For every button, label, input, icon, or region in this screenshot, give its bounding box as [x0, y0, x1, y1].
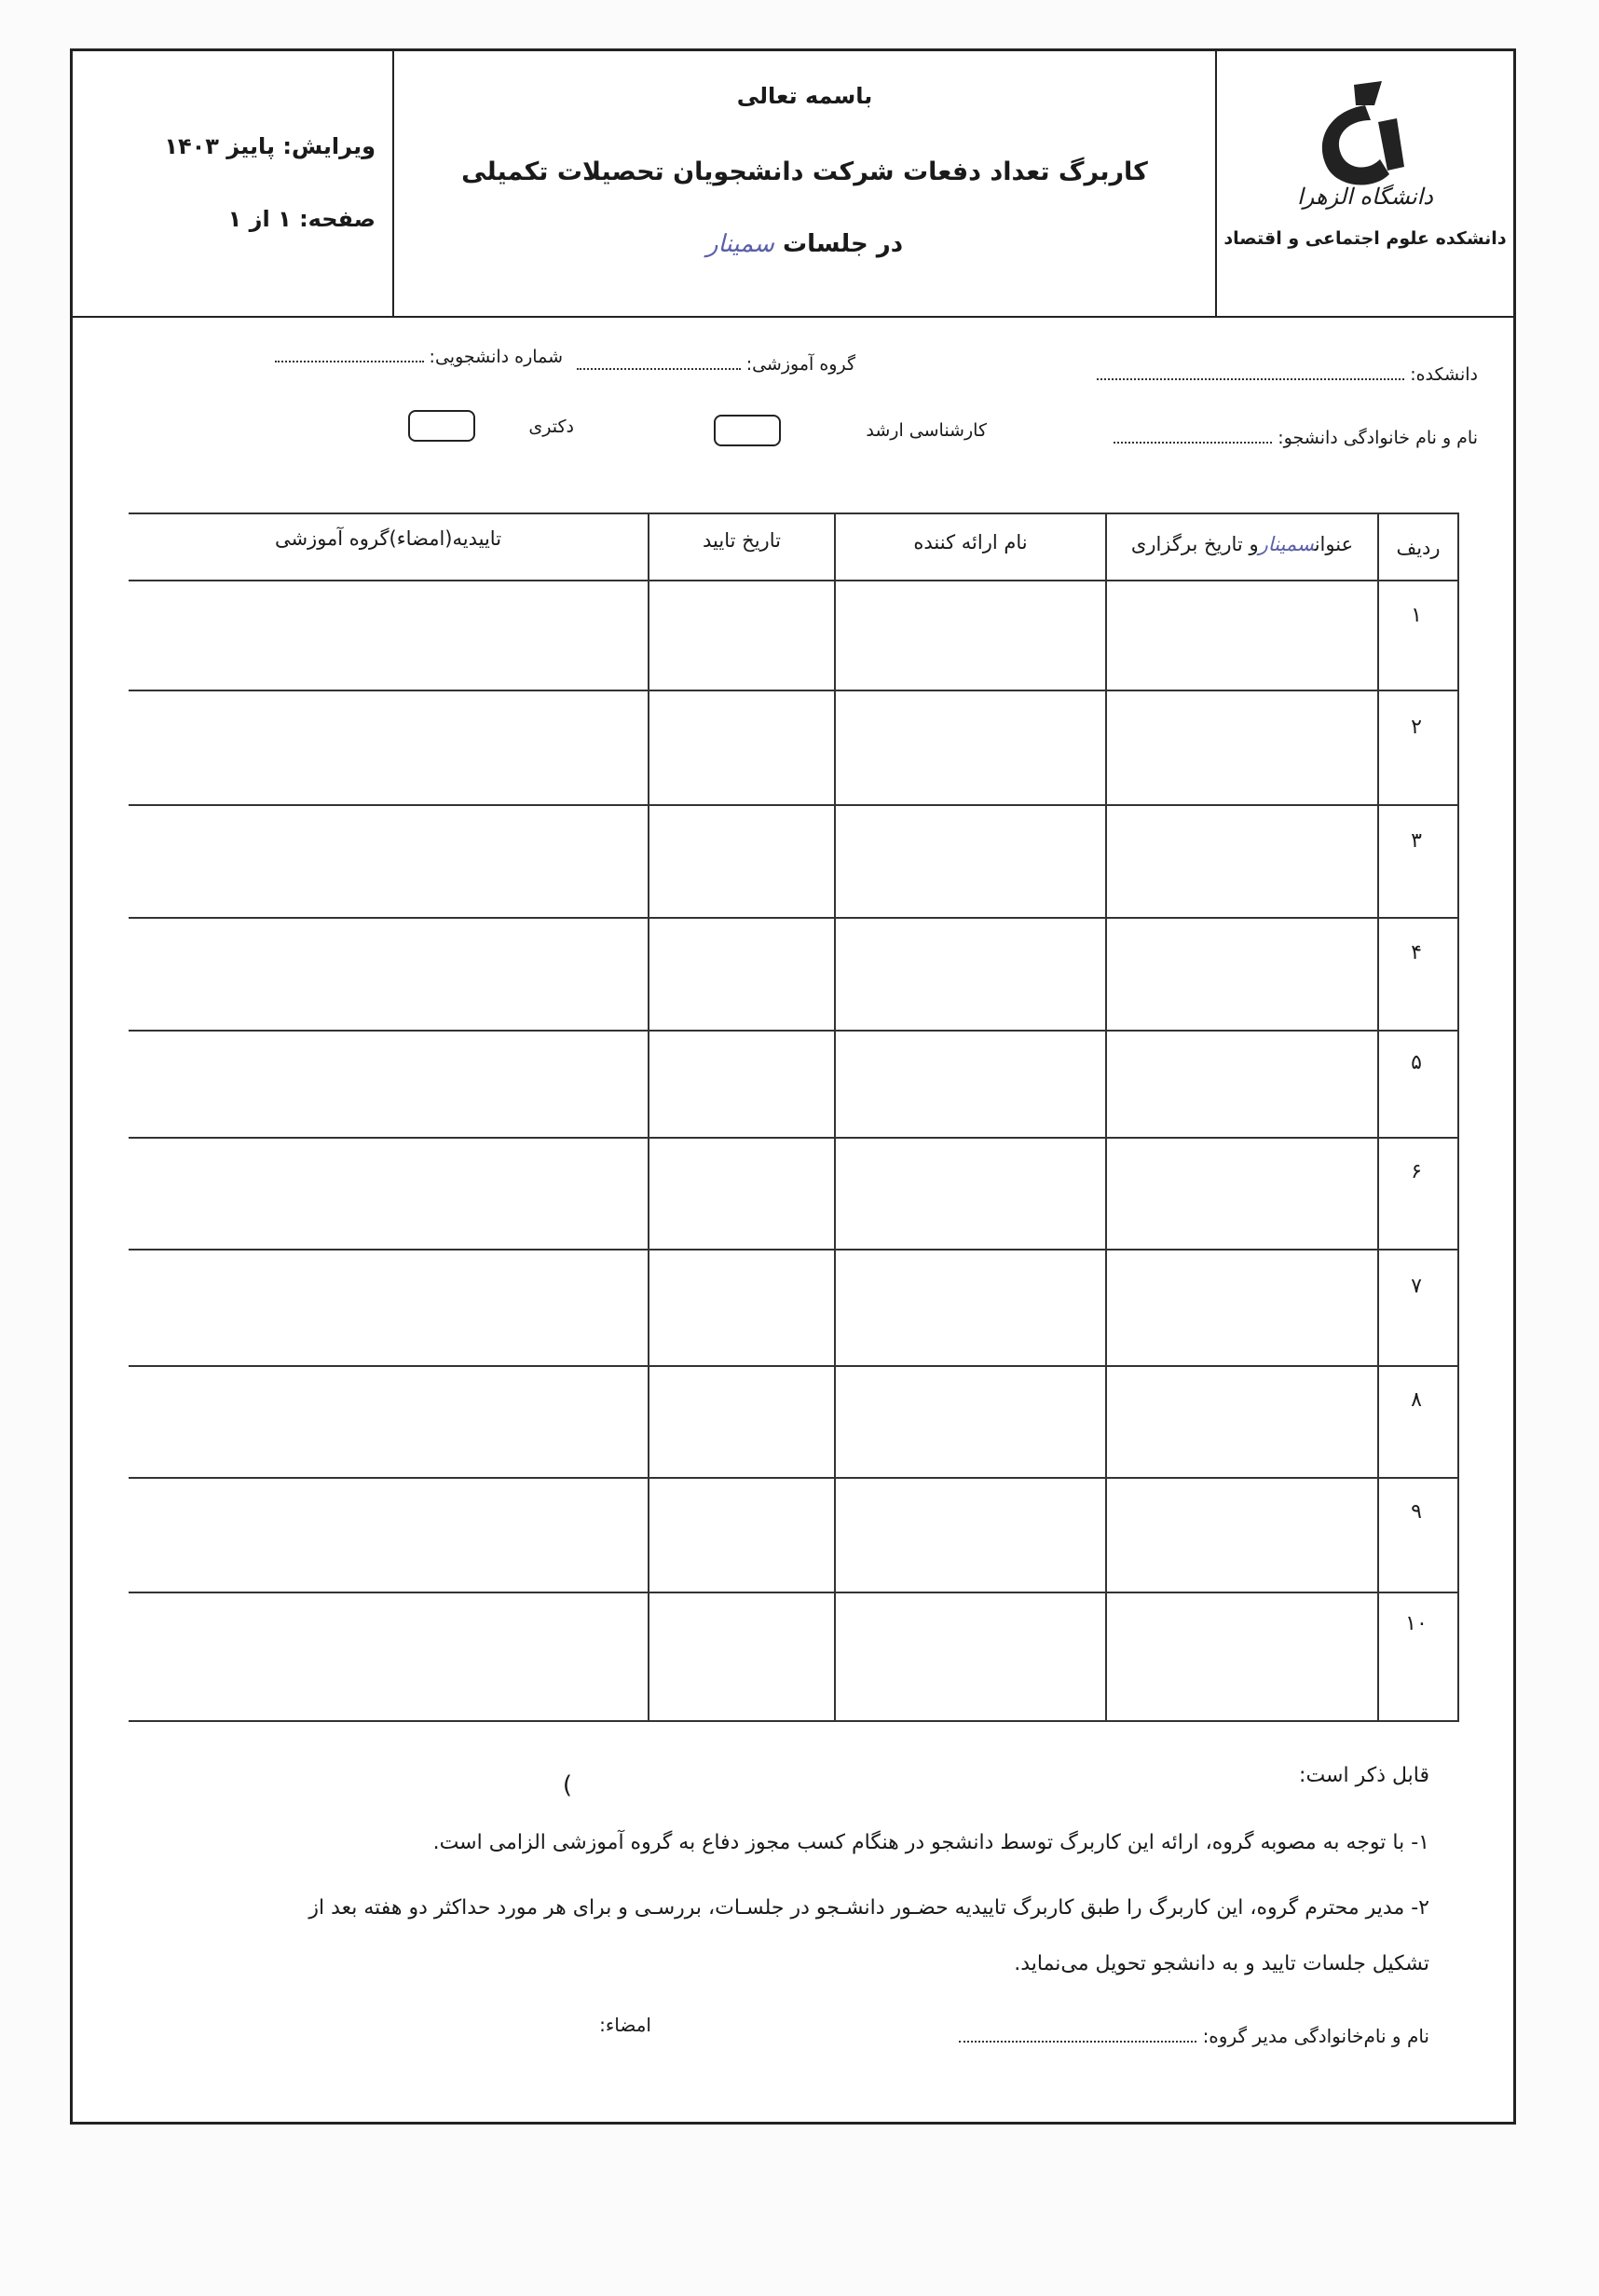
col-divider-presenter [834, 512, 836, 1722]
faculty-field [1097, 364, 1478, 385]
form-frame [70, 48, 1516, 2125]
page-info-text: صفحه: ۱ از ۱ [227, 206, 376, 232]
row-line [129, 1592, 1459, 1593]
table-top-border [129, 512, 1459, 514]
row-line [129, 1137, 1459, 1139]
faculty-name: دانشکده علوم اجتماعی و اقتصاد [1223, 228, 1507, 249]
header-approval-date: تاریخ تایید [703, 529, 781, 552]
header-approval-sign: تاییدیه(امضاء)گروه آموزشی [274, 527, 502, 550]
row-number: ۵ [1411, 1051, 1422, 1074]
row-line [129, 1365, 1459, 1367]
table-bottom-border [129, 1720, 1459, 1722]
department-label: گروه آموزشی: [745, 354, 855, 375]
row-number: ۸ [1411, 1388, 1422, 1412]
header-row-line [129, 580, 1459, 581]
manager-input-line[interactable] [959, 2031, 1196, 2043]
signature-field [599, 2014, 651, 2036]
row-number: ۲ [1411, 716, 1422, 739]
row-number: ۴ [1411, 941, 1422, 964]
student-name-label: نام و نام خانوادگی دانشجو: [1278, 428, 1478, 448]
masters-option [866, 420, 987, 441]
faculty-input-line[interactable] [1097, 369, 1404, 380]
row-number: ۱ [1411, 604, 1422, 627]
note-2-line-2: تشکیل جلسات تایید و به دانشجو تحویل می‌نماید. [1014, 1952, 1429, 1975]
row-line [129, 1477, 1459, 1479]
subtitle-prefix: در جلسات [783, 230, 904, 258]
row-line [129, 1030, 1459, 1032]
masters-label: کارشناسی ارشد [866, 420, 987, 441]
note-2-line-1: ۲- مدیر محترم گروه، این کاربرگ را طبق کاربرگ تاییدیه حضـور دانشـجو در جلسـات، بررسـی و برای هر مورد حداکثر دو هفته بعد از [308, 1896, 1429, 1920]
manager-field [959, 2025, 1429, 2047]
header-title-suffix: و تاریخ برگزاری [1130, 533, 1259, 555]
header-title-label: عنوان [1314, 533, 1354, 555]
header-title-handwritten: سمینار [1258, 533, 1315, 555]
header-title-box [394, 51, 1217, 316]
faculty-label: دانشکده: [1410, 364, 1478, 385]
row-number: ۱۰ [1405, 1612, 1428, 1635]
form-title: کاربرگ تعداد دفعات شرکت دانشجویان تحصیلات تکمیلی [461, 157, 1148, 186]
row-line [129, 690, 1459, 691]
row-line [129, 1249, 1459, 1250]
bismillah-text: باسمه تعالی [736, 83, 873, 109]
student-id-input-line[interactable] [275, 351, 424, 362]
masters-checkbox[interactable] [714, 415, 781, 446]
student-id-field [275, 347, 564, 367]
col-divider-title [1105, 512, 1107, 1722]
table-right-border [1457, 512, 1459, 1722]
header-presenter: نام ارائه کننده [913, 531, 1028, 554]
subtitle-handwritten: سمینار [705, 230, 774, 258]
note-1: ۱- با توجه به مصوبه گروه، ارائه این کاربرگ توسط دانشجو در هنگام کسب مجوز دفاع به گروه آموزشی الزامی است. [432, 1831, 1429, 1854]
notes-paren: ) [562, 1771, 572, 1799]
attendance-table [129, 512, 1459, 1722]
university-logo-icon [1300, 77, 1430, 198]
row-number: ۳ [1411, 829, 1422, 853]
phd-label: دکتری [528, 417, 574, 437]
row-number: ۶ [1411, 1160, 1422, 1183]
header-logo-box [1217, 51, 1513, 316]
phd-option [528, 417, 574, 437]
department-input-line[interactable] [577, 359, 741, 370]
header-edition-box [73, 51, 394, 316]
header-row: ردیف [1396, 537, 1441, 559]
department-field [577, 354, 855, 375]
university-name: دانشگاه الزهرا [1296, 184, 1433, 210]
student-id-label: شماره دانشجویی: [429, 347, 563, 367]
student-name-field [1114, 428, 1478, 448]
manager-label: نام و نام‌خانوادگی مدیر گروه: [1202, 2025, 1429, 2047]
edition-text: ویرایش: پاییز ۱۴۰۳ [164, 133, 376, 159]
header-title [1107, 533, 1377, 555]
form-subtitle [394, 230, 1215, 258]
signature-label: امضاء: [599, 2014, 651, 2036]
student-name-input-line[interactable] [1114, 432, 1272, 444]
row-number: ۷ [1411, 1275, 1422, 1298]
phd-checkbox[interactable] [408, 410, 475, 442]
form-header [73, 51, 1513, 318]
col-divider-date [648, 512, 649, 1722]
row-line [129, 804, 1459, 806]
col-divider-row [1377, 512, 1379, 1722]
row-number: ۹ [1411, 1500, 1422, 1524]
notes-heading: قابل ذکر است: [1299, 1764, 1429, 1787]
row-line [129, 917, 1459, 919]
